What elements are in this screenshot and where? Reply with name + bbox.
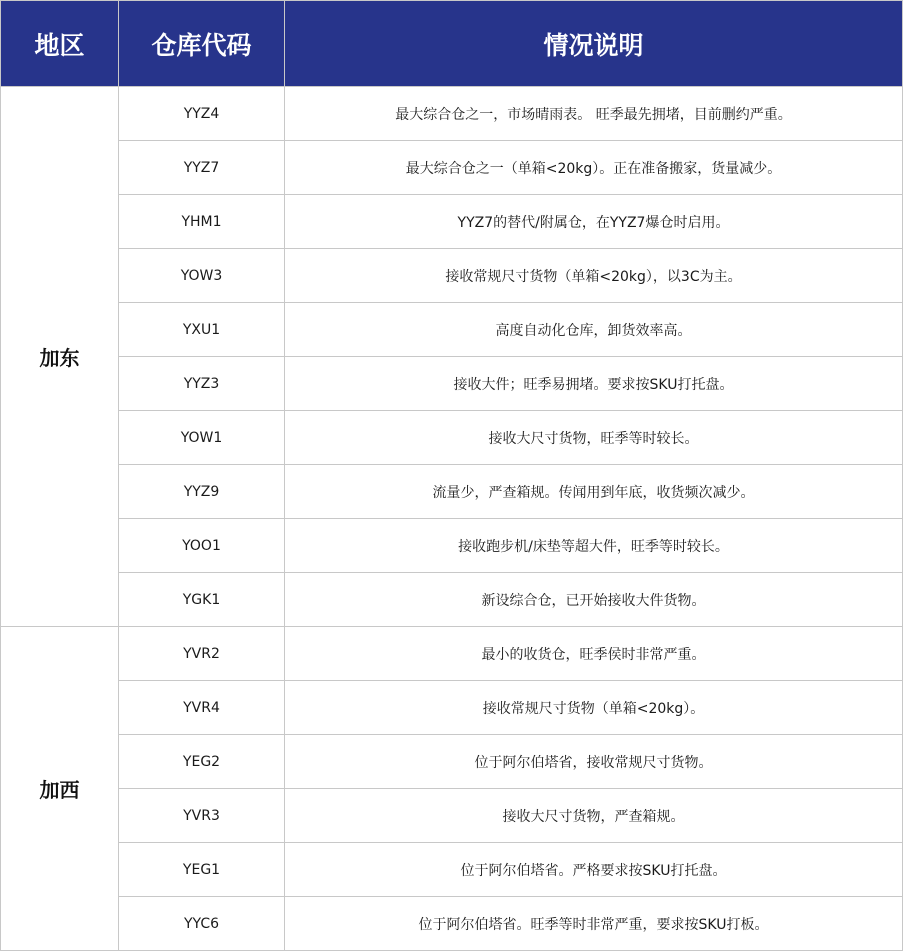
warehouse-description: 位于阿尔伯塔省。严格要求按SKU打托盘。 bbox=[285, 843, 903, 897]
warehouse-code: YOO1 bbox=[119, 519, 285, 573]
warehouse-code: YHM1 bbox=[119, 195, 285, 249]
table-row bbox=[1, 573, 903, 627]
header-code: 仓库代码 bbox=[119, 1, 285, 87]
table-row bbox=[1, 465, 903, 519]
warehouse-description: 接收大尺寸货物，严查箱规。 bbox=[285, 789, 903, 843]
warehouse-description: 接收常规尺寸货物（单箱<20kg）。 bbox=[285, 681, 903, 735]
warehouse-description: 新设综合仓，已开始接收大件货物。 bbox=[285, 573, 903, 627]
table-row bbox=[1, 357, 903, 411]
warehouse-code: YOW3 bbox=[119, 249, 285, 303]
warehouse-code: YEG2 bbox=[119, 735, 285, 789]
warehouse-code: YVR4 bbox=[119, 681, 285, 735]
warehouse-description: 流量少，严查箱规。传闻用到年底，收货频次减少。 bbox=[285, 465, 903, 519]
warehouse-description: 高度自动化仓库，卸货效率高。 bbox=[285, 303, 903, 357]
warehouse-code: YXU1 bbox=[119, 303, 285, 357]
table-body bbox=[1, 87, 903, 951]
table-row bbox=[1, 735, 903, 789]
warehouse-description: 最小的收货仓，旺季侯时非常严重。 bbox=[285, 627, 903, 681]
table-row bbox=[1, 897, 903, 951]
warehouse-description: 最大综合仓之一，市场晴雨表。 旺季最先拥堵，目前删约严重。 bbox=[285, 87, 903, 141]
table-row bbox=[1, 519, 903, 573]
table-row bbox=[1, 141, 903, 195]
table-header bbox=[1, 1, 903, 87]
warehouse-description: 位于阿尔伯塔省，接收常规尺寸货物。 bbox=[285, 735, 903, 789]
warehouse-code: YEG1 bbox=[119, 843, 285, 897]
warehouse-code: YYZ7 bbox=[119, 141, 285, 195]
region-cell: 加东 bbox=[1, 87, 119, 627]
table-row bbox=[1, 789, 903, 843]
table-row bbox=[1, 303, 903, 357]
warehouse-code: YVR3 bbox=[119, 789, 285, 843]
table-row bbox=[1, 87, 903, 141]
warehouse-code: YYZ3 bbox=[119, 357, 285, 411]
header-region: 地区 bbox=[1, 1, 119, 87]
warehouse-description: 接收大尺寸货物，旺季等时较长。 bbox=[285, 411, 903, 465]
table-row bbox=[1, 195, 903, 249]
warehouse-description: 接收大件；旺季易拥堵。要求按SKU打托盘。 bbox=[285, 357, 903, 411]
table-row bbox=[1, 627, 903, 681]
region-cell: 加西 bbox=[1, 627, 119, 951]
warehouse-description: 接收跑步机/床垫等超大件，旺季等时较长。 bbox=[285, 519, 903, 573]
warehouse-code: YYZ9 bbox=[119, 465, 285, 519]
header-description: 情况说明 bbox=[285, 1, 903, 87]
table-row bbox=[1, 843, 903, 897]
warehouse-description: 最大综合仓之一（单箱<20kg）。正在准备搬家，货量减少。 bbox=[285, 141, 903, 195]
warehouse-description: 接收常规尺寸货物（单箱<20kg），以3C为主。 bbox=[285, 249, 903, 303]
warehouse-code: YVR2 bbox=[119, 627, 285, 681]
warehouse-code: YGK1 bbox=[119, 573, 285, 627]
table-row bbox=[1, 681, 903, 735]
table-row bbox=[1, 249, 903, 303]
warehouse-description: 位于阿尔伯塔省。旺季等时非常严重，要求按SKU打板。 bbox=[285, 897, 903, 951]
warehouse-code: YOW1 bbox=[119, 411, 285, 465]
header-row bbox=[1, 1, 903, 87]
table-row bbox=[1, 411, 903, 465]
warehouse-code: YYC6 bbox=[119, 897, 285, 951]
warehouse-code: YYZ4 bbox=[119, 87, 285, 141]
warehouse-description: YYZ7的替代/附属仓，在YYZ7爆仓时启用。 bbox=[285, 195, 903, 249]
